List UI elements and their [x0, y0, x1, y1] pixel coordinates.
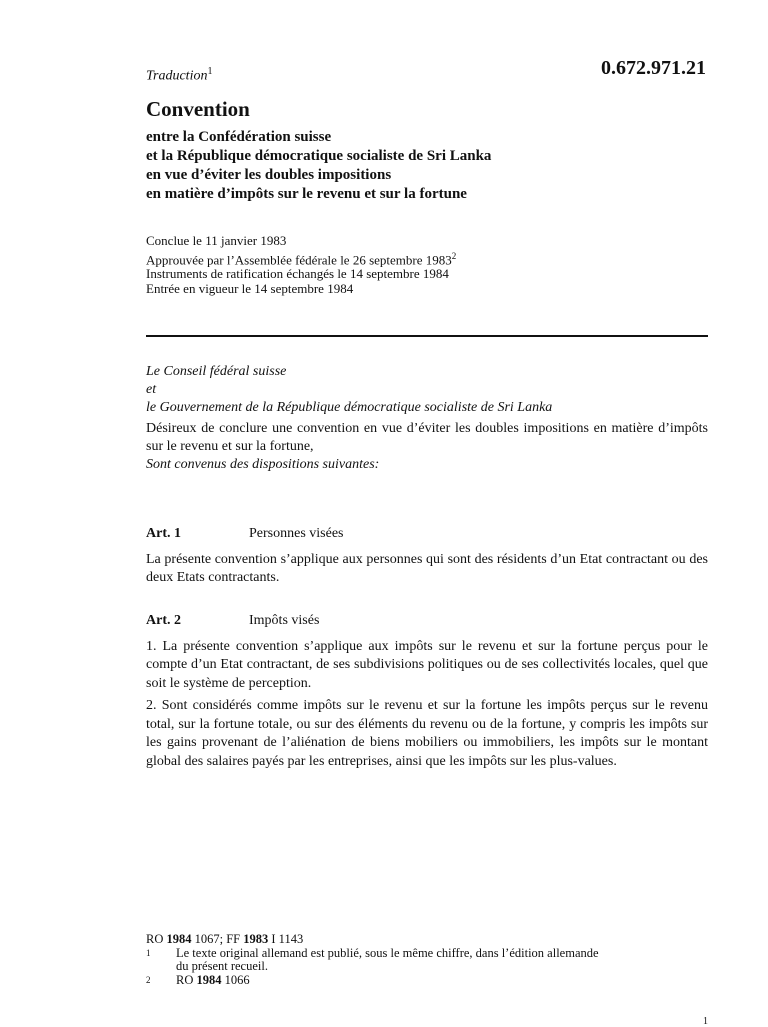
- article-paragraph: 1. La présente convention s’applique aux impôts sur le revenu et sur la fortune perçus pour le compte d’un Etat contractant, de ses subdivisions politiques ou de ses collectivités locales, quel que soit le système de perception.: [146, 638, 708, 691]
- article-paragraph: La présente convention s’applique aux personnes qui sont des résidents d’un Etat contractant ou des deux Etats contractants.: [146, 551, 708, 585]
- date-in-force: Entrée en vigueur le 14 septembre 1984: [146, 280, 354, 296]
- date-approved: Approuvée par l’Assemblée fédérale le 26 septembre 1983$^2$: [146, 250, 457, 267]
- translation-label: Traduction$^1$: [146, 66, 213, 84]
- subtitle-line: en vue d’éviter les doubles impositions: [146, 167, 392, 183]
- preamble-party-1: Le Conseil fédéral suisse: [146, 364, 287, 379]
- footnote-2: $^2$ RO 1984 1066: [146, 972, 250, 987]
- publication-reference: RO 1984 1067; FF 1983 I 1143: [146, 932, 304, 946]
- article-number: Art. 1: [146, 526, 181, 541]
- article-heading: [146, 525, 708, 544]
- sr-number: 0.672.971.21: [601, 57, 706, 79]
- footnote-ref-2: 2: [451, 250, 457, 261]
- article-2: [146, 612, 708, 775]
- convention-subtitle: [146, 128, 491, 204]
- article-number: Art. 2: [146, 613, 181, 628]
- article-1: [146, 525, 708, 592]
- footnotes: [146, 933, 686, 991]
- preamble-party-2: le Gouvernement de la République démocratique socialiste de Sri Lanka: [146, 400, 553, 415]
- date-concluded: Conclue le 11 janvier 1983: [146, 233, 287, 248]
- date-ratification: Instruments de ratification échangés le 14 septembre 1984: [146, 266, 449, 282]
- preamble: [146, 363, 708, 474]
- footnote-ref-1: 1: [207, 66, 213, 77]
- subtitle-line: entre la Confédération suisse: [146, 129, 332, 145]
- separator-rule: [146, 335, 708, 337]
- article-heading: [146, 612, 708, 631]
- dates-block: [146, 234, 456, 296]
- convention-title: Convention: [146, 97, 250, 121]
- article-title: Impôts visés: [249, 613, 320, 628]
- footnote-1: $^1$ Le texte original allemand est publié, sous le même chiffre, dans l’édition allemande du présent recueil.: [146, 945, 599, 973]
- preamble-agreed: Sont convenus des dispositions suivantes:: [146, 457, 380, 472]
- subtitle-line: en matière d’impôts sur le revenu et sur la fortune: [146, 186, 467, 202]
- article-title: Personnes visées: [249, 526, 344, 541]
- article-paragraph: 2. Sont considérés comme impôts sur le revenu et sur la fortune les impôts perçus sur le revenu total, sur la fortune totale, ou sur des éléments du revenu ou de la fortune, y compris les impôts sur les gains provenant de l’aliénation de biens mobiliers ou immobiliers, les impôts sur le montant global des salaires payés par les entreprises, ainsi que les impôts sur les plus-values.: [146, 698, 708, 769]
- preamble-and: et: [146, 382, 157, 397]
- subtitle-line: et la République démocratique socialiste de Sri Lanka: [146, 148, 492, 164]
- preamble-desire: Désireux de conclure une convention en vue d’éviter les doubles impositions en matière d’impôts sur le revenu et sur la fortune,: [146, 421, 708, 454]
- page-number: 1: [703, 1016, 708, 1027]
